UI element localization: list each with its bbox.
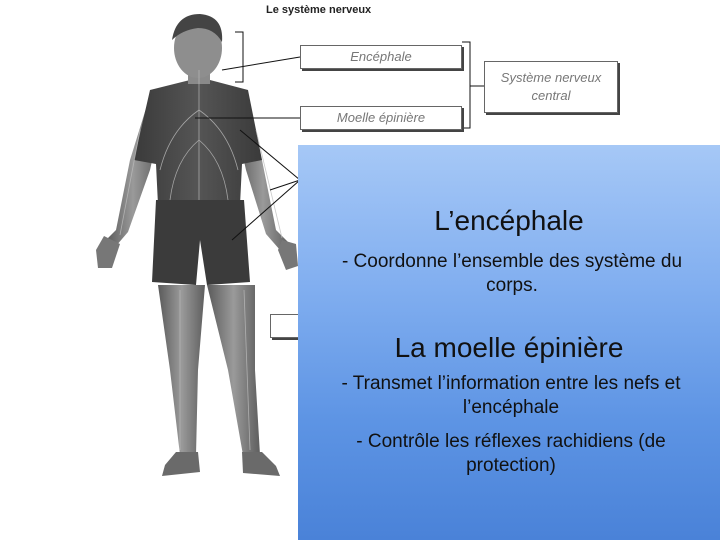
systeme-nerveux-central-label bbox=[484, 61, 618, 113]
text-moelle-transmet: - Transmet l’information entre les nefs et l’encéphale bbox=[341, 373, 681, 418]
snc-label-text: Système nerveux central bbox=[500, 70, 602, 103]
heading-encephale: L’encéphale bbox=[434, 205, 584, 236]
heading-moelle-epiniere: La moelle épinière bbox=[394, 332, 624, 363]
text-moelle-reflexes: - Contrôle les réflexes rachidiens (de protection) bbox=[356, 431, 666, 476]
moelle-epiniere-label: Moelle épinière bbox=[300, 106, 462, 130]
info-panel bbox=[298, 145, 720, 540]
text-encephale-role: - Coordonne l’ensemble des système du corps. bbox=[341, 251, 683, 296]
diagram-title: Le système nerveux bbox=[266, 4, 372, 16]
encephale-label: Encéphale bbox=[300, 45, 462, 69]
